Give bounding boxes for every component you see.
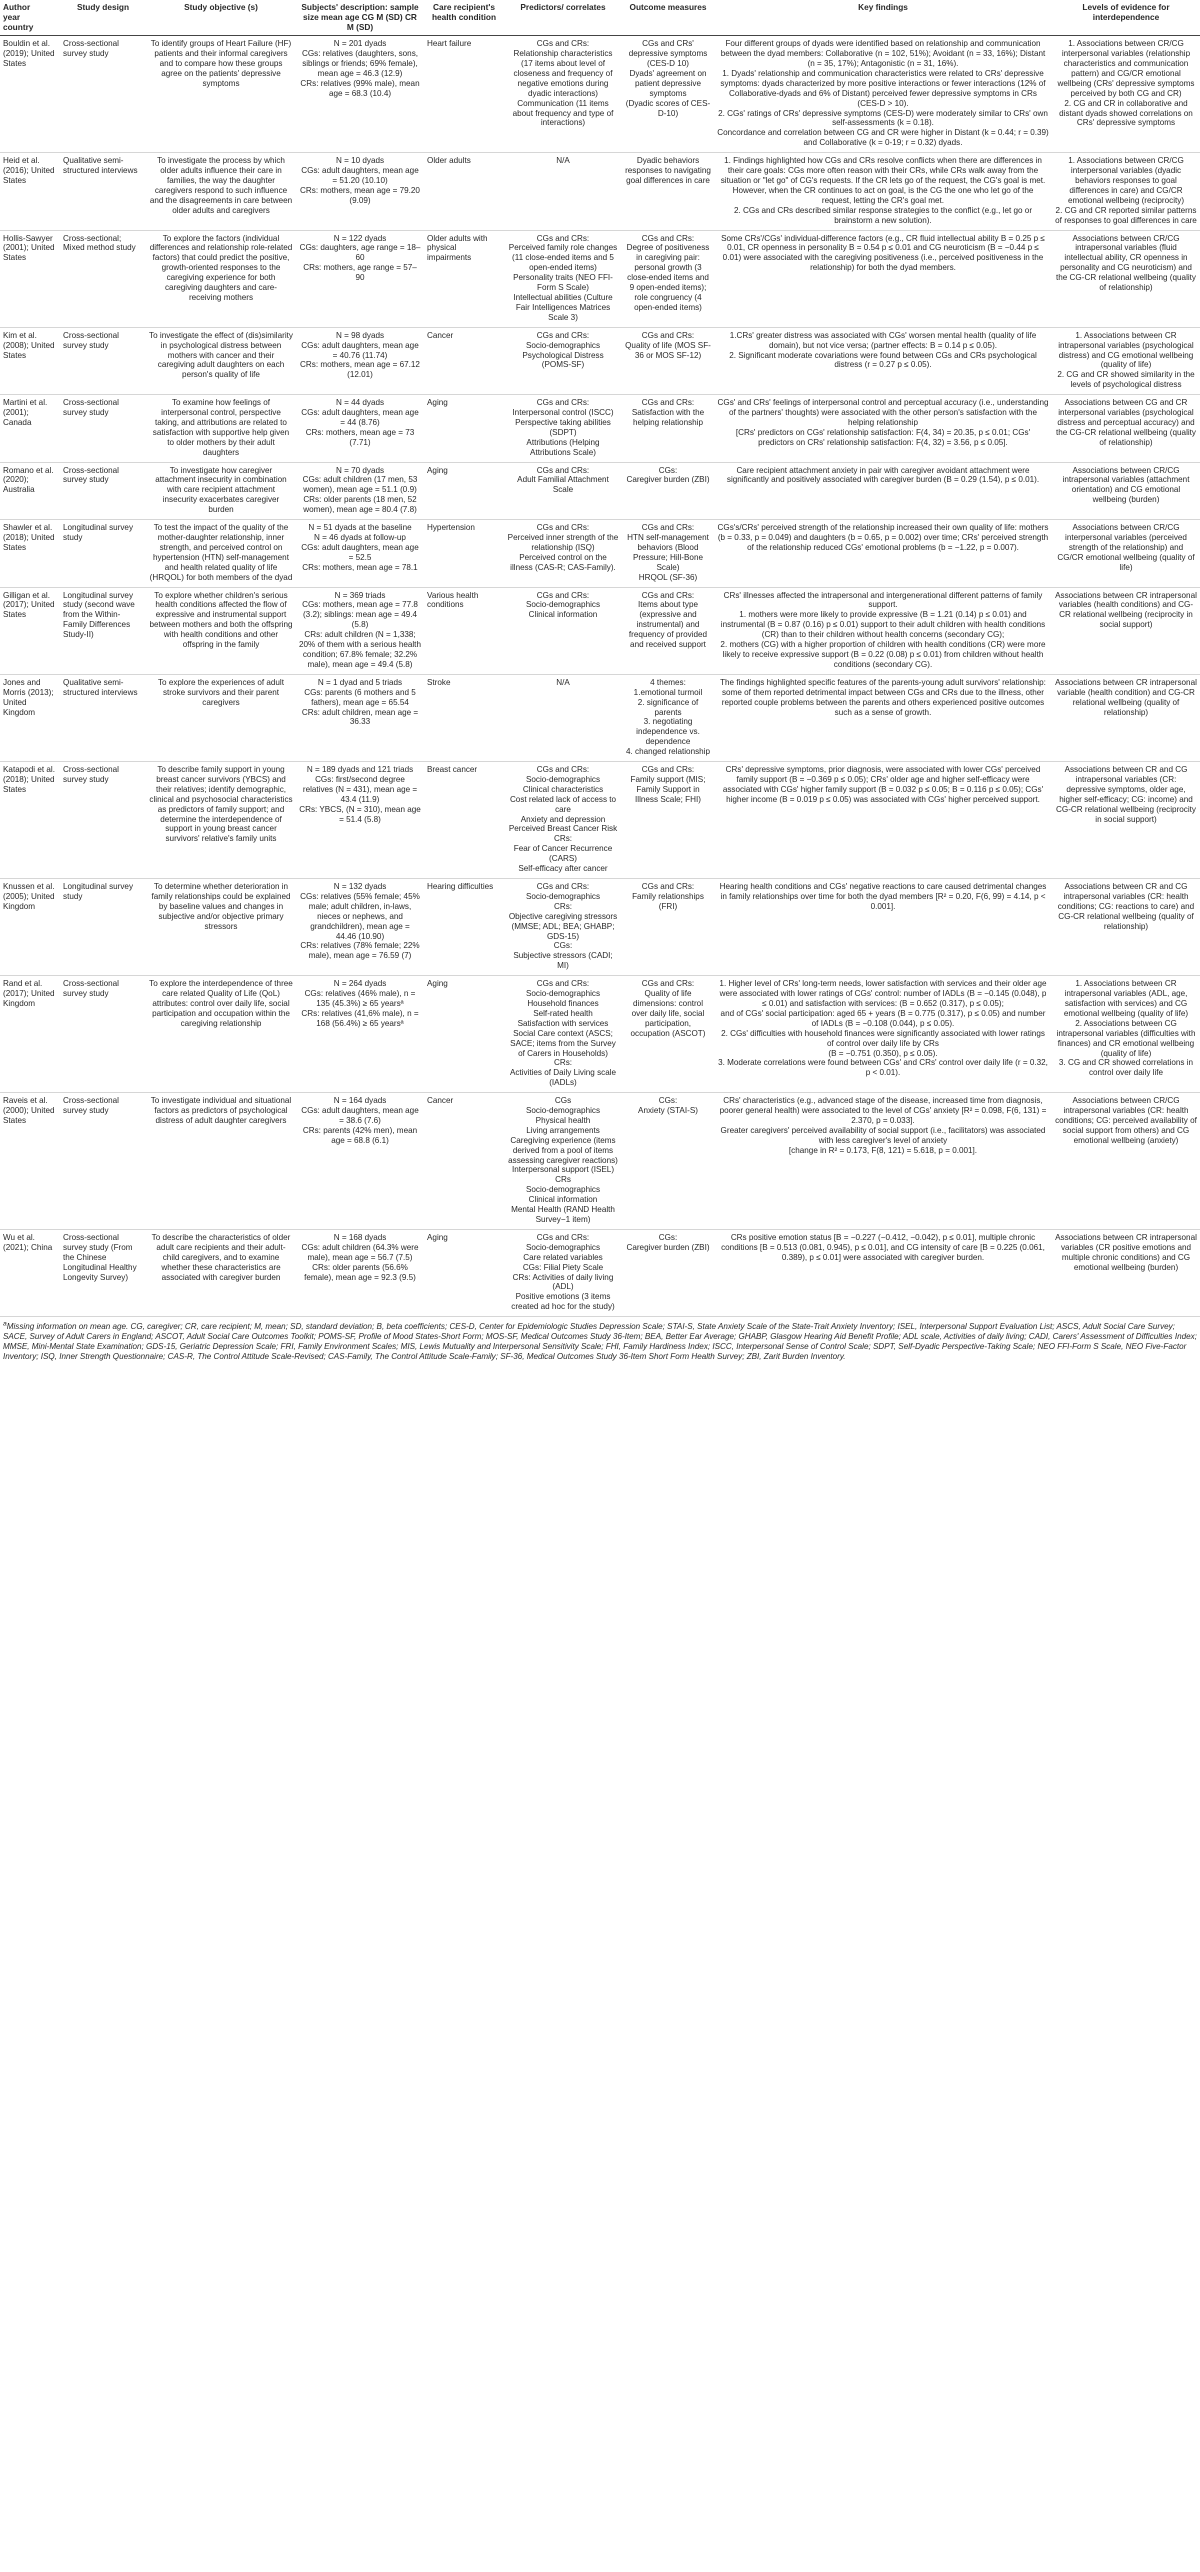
cell-findings: 1. Higher level of CRs' long-term needs, lower satisfaction with services and their older age were associated with lower ratings of CGs' control: number of IADLs (B = −0.145 (0.048), p ≤ 0.01) and satisfaction with services: (B = 0.652 (0.317), p ≤ 0.05); and of CGs' social participation: aged 65 + years (B = 0.775 (0.317), p ≤ 0.05) and number of IADLs (B = −0.108 (0.044), p ≤ 0.05). 2. CGs' difficulties with household finances were significantly associated with lower ratings of control over daily life by CRs (B = −0.751 (0.350), p ≤ 0.05). 3. Moderate correlations were found between CGs' and CRs' control over daily life (r = 0.32, p < 0.01).: [714, 976, 1052, 1093]
table-row: [0, 395, 1200, 462]
cell-subjects: N = 44 dyads CGs: adult daughters, mean age = 44 (8.76) CRs: mothers, mean age = 73 (7.71): [296, 395, 424, 462]
cell-objective: To identify groups of Heart Failure (HF) patients and their informal caregivers and to compare how these groups agree on the patients' depressive symptoms: [146, 36, 296, 153]
cell-predictors: CGs and CRs: Socio-demographics Clinical characteristics Cost related lack of access to care Anxiety and depression Perceived Breast Cancer Risk CRs: Fear of Cancer Recurrence (CARS) Self-efficacy after cancer: [504, 762, 622, 879]
table-row: [0, 153, 1200, 230]
cell-author: Hollis-Sawyer (2001); United States: [0, 230, 60, 327]
cell-condition: Breast cancer: [424, 762, 504, 879]
header-evidence: Levels of evidence for interdependence: [1052, 0, 1200, 36]
cell-condition: Aging: [424, 462, 504, 520]
cell-subjects: N = 264 dyads CGs: relatives (46% male), n = 135 (45.3%) ≥ 65 yearsª CRs: relatives (41,6% male), n = 168 (56.4%) ≥ 65 yearsª: [296, 976, 424, 1093]
cell-author: Raveis et al. (2000); United States: [0, 1093, 60, 1230]
table-row: [0, 674, 1200, 761]
cell-author: Wu et al. (2021); China: [0, 1229, 60, 1316]
cell-findings: 1.CRs' greater distress was associated with CGs' worsen mental health (quality of life domain), but not vice versa; (partner effects: B = 0.14 p ≤ 0.05). 2. Significant moderate covariations were found between CGs and CRs psychological distress (r = 0.27 p ≤ 0.05).: [714, 327, 1052, 394]
cell-outcomes: CGs and CRs' depressive symptoms (CES-D 10) Dyads' agreement on patient depressive symptoms (Dyadic scores of CES-D-10): [622, 36, 714, 153]
cell-design: Longitudinal survey study: [60, 520, 146, 587]
header-subjects: Subjects' description: sample size mean age CG M (SD) CR M (SD): [296, 0, 424, 36]
cell-findings: Some CRs'/CGs' individual-difference factors (e.g., CR fluid intellectual ability B = 0.25 p ≤ 0.01, CR openness in personality B = 0.54 p ≤ 0.01 and CG neuroticism (B = −0.44 p ≤ 0.01) were associated with the caregiving positiveness (i.e., perceived positiveness in the relationship) for both the dyad members.: [714, 230, 1052, 327]
cell-design: Qualitative semi-structured interviews: [60, 674, 146, 761]
cell-objective: To investigate how caregiver attachment insecurity in combination with care recipient attachment insecurity exacerbates caregiver burden: [146, 462, 296, 520]
table-row: [0, 230, 1200, 327]
cell-objective: To investigate the effect of (dis)similarity in psychological distress between mothers with cancer and their caregiving adult daughters on each person's quality of life: [146, 327, 296, 394]
cell-subjects: N = 10 dyads CGs: adult daughters, mean age = 51.20 (10.10) CRs: mothers, mean age = 79.20 (9.09): [296, 153, 424, 230]
table-row: [0, 879, 1200, 976]
cell-evidence: Associations between CG and CR interpersonal variables (psychological distress and perceptual accuracy) and the CG-CR relational wellbeing (quality of relationship): [1052, 395, 1200, 462]
cell-condition: Older adults with physical impairments: [424, 230, 504, 327]
cell-findings: Four different groups of dyads were identified based on relationship and communication between the dyad members: Collaborative (n = 102, 51%); Avoidant (n = 33, 16%); Distant (n = 35, 17%); Antagonistic (n = 31, 16%). 1. Dyads' relationship and communication characteristics were related to CRs' depressive symptoms: dyads characterized by more positive interactions or fewer interactions (12% of Collaborative-dyads and 6% of Distant) perceived fewer depressive symptoms in CRs (CES-D > 10). 2. CGs' ratings of CRs' depressive symptoms (CES-D) were moderately similar to CRs' own self-assessments (k = 0.18). Concordance and correlation between CG and CR were higher in Distant (k = 0.44; r = 0.39) and Collaborative (k = 0-19; r = 0.32) dyads.: [714, 36, 1052, 153]
cell-findings: CGs's/CRs' perceived strength of the relationship increased their own quality of life: mothers (b = 0.33, p = 0.049) and daughters (b = 0.65, p = 0.002) over time; CRs' perceived strength of the relationship reduced CGs' emotional problems (b = −1.22, p = 0.007).: [714, 520, 1052, 587]
cell-design: Longitudinal survey study (second wave from the Within-Family Differences Study-II): [60, 587, 146, 674]
cell-design: Cross-sectional survey study: [60, 327, 146, 394]
cell-design: Longitudinal survey study: [60, 879, 146, 976]
cell-subjects: N = 1 dyad and 5 triads CGs: parents (6 mothers and 5 fathers), mean age = 65.54 CRs: adult children, mean age = 36.33: [296, 674, 424, 761]
footnote-marker: a: [3, 1320, 7, 1328]
cell-author: Romano et al. (2020); Australia: [0, 462, 60, 520]
table-row: [0, 976, 1200, 1093]
cell-predictors: N/A: [504, 153, 622, 230]
cell-predictors: CGs and CRs: Adult Familial Attachment Scale: [504, 462, 622, 520]
cell-subjects: N = 98 dyads CGs: adult daughters, mean age = 40.76 (11.74) CRs: mothers, mean age = 67.12 (12.01): [296, 327, 424, 394]
header-author: Author year country: [0, 0, 60, 36]
cell-evidence: 1. Associations between CR intrapersonal variables (psychological distress) and CG emotional wellbeing (quality of life) 2. CG and CR showed similarity in the levels of psychological distress: [1052, 327, 1200, 394]
cell-predictors: CGs and CRs: Socio-demographics Care related variables CGs: Filial Piety Scale CRs: Activities of daily living (ADL) Positive emotions (3 items created ad hoc for the study): [504, 1229, 622, 1316]
cell-evidence: Associations between CR and CG intrapersonal variables (CR: health conditions; CG: reactions to care) and CG-CR relational wellbeing (quality of relationship): [1052, 879, 1200, 976]
cell-findings: CRs' characteristics (e.g., advanced stage of the disease, increased time from diagnosis, poorer general health) were associated to the level of CGs' anxiety [R² = 0.098, F(6, 131) = 2.370, p = 0.033]. Greater caregivers' perceived availability of social support (i.e., facilitators) was associated with less caregiver's level of anxiety [change in R² = 0.173, F(8, 121) = 5.618, p = 0.001].: [714, 1093, 1052, 1230]
header-outcomes: Outcome measures: [622, 0, 714, 36]
cell-author: Jones and Morris (2013); United Kingdom: [0, 674, 60, 761]
cell-findings: CRs' depressive symptoms, prior diagnosis, were associated with lower CGs' perceived family support (B = −0.369 p ≤ 0.05); CRs' older age and higher self-efficacy were associated with CGs' higher family support (B = 0.032 p ≤ 0.05; B = 0.116 p ≤ 0.05); CGs' higher income (B = 0.019 p ≤ 0.05) was associated with CGs' higher perceived support.: [714, 762, 1052, 879]
cell-design: Cross-sectional survey study: [60, 976, 146, 1093]
footnote-missing: Missing information on mean age.: [6, 1321, 129, 1331]
cell-evidence: 1. Associations between CR/CG interpersonal variables (relationship characteristics and communication pattern) and CG/CR emotional wellbeing (CRs' depressive symptoms perceived by both CG and CR) 2. CG and CR in collaborative and distant dyads showed correlations on CRs' depressive symptoms: [1052, 36, 1200, 153]
cell-outcomes: CGs: Caregiver burden (ZBI): [622, 1229, 714, 1316]
cell-evidence: Associations between CR/CG intrapersonal variables (CR: health conditions; CG: perceived availability of social support from others) and CG emotional wellbeing (anxiety): [1052, 1093, 1200, 1230]
cell-predictors: N/A: [504, 674, 622, 761]
cell-objective: To describe family support in young breast cancer survivors (YBCS) and their relatives; identify demographic, clinical and psychosocial characteristics as predictors of family support; and determine the interdependence of support in young breast cancer survivors' relative's family units: [146, 762, 296, 879]
cell-condition: Hypertension: [424, 520, 504, 587]
cell-design: Cross-sectional survey study: [60, 1093, 146, 1230]
cell-predictors: CGs and CRs: Socio-demographics Household finances Self-rated health Satisfaction with services Social Care context (ASCS; SACE; items from the Survey of Carers in Households) CRs: Activities of Daily Living scale (IADLs): [504, 976, 622, 1093]
cell-subjects: N = 132 dyads CGs: relatives (55% female; 45% male; adult children, in-laws, nieces or nephews, and grandchildren), mean age = 44.46 (10.90) CRs: relatives (78% female; 22% male), mean age = 76.59 (7): [296, 879, 424, 976]
cell-condition: Aging: [424, 395, 504, 462]
cell-condition: Cancer: [424, 327, 504, 394]
cell-outcomes: CGs and CRs: Quality of life dimensions: control over daily life, social participation, occupation (ASCOT): [622, 976, 714, 1093]
cell-evidence: Associations between CR and CG intrapersonal variables (CR: depressive symptoms, older age, higher self-efficacy; CG: income) and CG-CR relational wellbeing (reciprocity in social support): [1052, 762, 1200, 879]
cell-author: Shawler et al. (2018); United States: [0, 520, 60, 587]
cell-objective: To explore the interdependence of three care related Quality of Life (QoL) attributes: control over daily life, social participation and occupation within the caregiving relationship: [146, 976, 296, 1093]
table-row: [0, 462, 1200, 520]
cell-design: Qualitative semi-structured interviews: [60, 153, 146, 230]
cell-subjects: N = 369 triads CGs: mothers, mean age = 77.8 (3.2); siblings: mean age = 49.4 (5.8) CRs: adult children (N = 1,338; 20% of them with a serious health condition; 67.8% female; 32.2% male), mean age = 49.4 (5.8): [296, 587, 424, 674]
cell-design: Cross-sectional survey study (From the Chinese Longitudinal Healthy Longevity Survey): [60, 1229, 146, 1316]
cell-predictors: CGs and CRs: Socio-demographics CRs: Objective caregiving stressors (MMSE; ADL; BEA; GHABP; GDS-15) CGs: Subjective stressors (CADI; MI): [504, 879, 622, 976]
cell-author: Bouldin et al. (2019); United States: [0, 36, 60, 153]
table-row: [0, 587, 1200, 674]
cell-objective: To test the impact of the quality of the mother-daughter relationship, inner strength, and perceived control on hypertension (HTN) self-management and health related quality of life (HRQOL) for both members of the dyad: [146, 520, 296, 587]
table-row: [0, 1229, 1200, 1316]
cell-objective: To investigate the process by which older adults influence their care in families, the way the daughter caregivers respond to such influence and the disagreements in care between older adults and caregivers: [146, 153, 296, 230]
cell-findings: The findings highlighted specific features of the parents-young adult survivors' relationship: some of them reported detrimental impact between CGs and CRs due to the illness, other reported couple problems between the parents and others experienced positive outcomes such as a sense of growth.: [714, 674, 1052, 761]
cell-objective: To explore the experiences of adult stroke survivors and their parent caregivers: [146, 674, 296, 761]
table-row: [0, 762, 1200, 879]
cell-objective: To examine how feelings of interpersonal control, perspective taking, and attributions are related to satisfaction with supportive help given to older mothers by their adult daughters: [146, 395, 296, 462]
cell-design: Cross-sectional survey study: [60, 36, 146, 153]
cell-evidence: Associations between CR/CG interpersonal variables (perceived strength of the relationship) and CG/CR emotional wellbeing (quality of life): [1052, 520, 1200, 587]
cell-author: Rand et al. (2017); United Kingdom: [0, 976, 60, 1093]
cell-predictors: CGs and CRs: Perceived inner strength of the relationship (ISQ) Perceived control on the illness (CAS-R; CAS-Family).: [504, 520, 622, 587]
cell-condition: Various health conditions: [424, 587, 504, 674]
cell-design: Cross-sectional survey study: [60, 462, 146, 520]
cell-subjects: N = 122 dyads CGs: daughters, age range = 18–60 CRs: mothers, age range = 57–90: [296, 230, 424, 327]
cell-subjects: N = 168 dyads CGs: adult children (64.3% were male), mean age = 56.7 (7.5) CRs: older parents (56.6% female), mean age = 92.3 (9.5): [296, 1229, 424, 1316]
cell-evidence: Associations between CR/CG intrapersonal variables (attachment orientation) and CG emotional wellbeing (burden): [1052, 462, 1200, 520]
cell-outcomes: CGs and CRs: Satisfaction with the helping relationship: [622, 395, 714, 462]
cell-condition: Heart failure: [424, 36, 504, 153]
cell-findings: Care recipient attachment anxiety in pair with caregiver avoidant attachment were significantly and positively associated with caregiver burden (B = 0.29 (1.54), p ≤ 0.01).: [714, 462, 1052, 520]
cell-outcomes: CGs and CRs: Quality of life (MOS SF-36 or MOS SF-12): [622, 327, 714, 394]
cell-outcomes: CGs and CRs: HTN self-management behaviors (Blood Pressure; Hill-Bone Scale) HRQOL (SF-36): [622, 520, 714, 587]
cell-evidence: Associations between CR intrapersonal variables (health conditions) and CG-CR relational wellbeing (reciprocity in social support): [1052, 587, 1200, 674]
cell-outcomes: CGs: Anxiety (STAI-S): [622, 1093, 714, 1230]
cell-author: Katapodi et al. (2018); United States: [0, 762, 60, 879]
cell-evidence: 1. Associations between CR intrapersonal variables (ADL, age, satisfaction with services) and CG emotional wellbeing (quality of life) 2. Associations between CG intrapersonal variables (difficulties with finances) and CR emotional wellbeing (quality of life) 3. CG and CR showed correlations in control over daily life: [1052, 976, 1200, 1093]
cell-author: Martini et al. (2001); Canada: [0, 395, 60, 462]
cell-objective: To investigate individual and situational factors as predictors of psychological distress of adult daughter caregivers: [146, 1093, 296, 1230]
cell-author: Heid et al. (2016); United States: [0, 153, 60, 230]
cell-outcomes: CGs and CRs: Degree of positiveness in caregiving pair: personal growth (3 close-ended items and 9 open-ended items); role congruency (4 open-ended items): [622, 230, 714, 327]
cell-predictors: CGs and CRs: Relationship characteristics (17 items about level of closeness and frequency of negative emotions during dyadic interactions) Communication (11 items about frequency and type of interactions): [504, 36, 622, 153]
cell-predictors: CGs and CRs: Socio-demographics Psychological Distress (POMS-SF): [504, 327, 622, 394]
table-row: [0, 36, 1200, 153]
cell-findings: CRs positive emotion status [B = −0.227 (−0.412, −0.042), p ≤ 0.01], multiple chronic conditions [B = 0.513 (0.081, 0.945), p ≤ 0.01], and CG intensity of care [B = 0.225 (0.061, 0.389), p ≤ 0.01] were associated with caregiver burden.: [714, 1229, 1052, 1316]
cell-evidence: Associations between CR/CG intrapersonal variables (fluid intellectual ability, CR openness in personality and CG neuroticism) and the CG-CR relational wellbeing (quality of relationship): [1052, 230, 1200, 327]
header-findings: Key findings: [714, 0, 1052, 36]
cell-outcomes: CGs and CRs: Family support (MIS; Family Support in Illness Scale; FHI): [622, 762, 714, 879]
cell-evidence: Associations between CR intrapersonal variable (health condition) and CG-CR relational wellbeing (quality of relationship): [1052, 674, 1200, 761]
cell-subjects: N = 164 dyads CGs: adult daughters, mean age = 38.6 (7.6) CRs: parents (42% men), mean age = 68.8 (6.1): [296, 1093, 424, 1230]
header-condition: Care recipient's health condition: [424, 0, 504, 36]
cell-design: Cross-sectional survey study: [60, 762, 146, 879]
cell-subjects: N = 189 dyads and 121 triads CGs: first/second degree relatives (N = 431), mean age = 43.4 (11.9) CRs: YBCS, (N = 310), mean age = 51.4 (5.8): [296, 762, 424, 879]
cell-predictors: CGs and CRs: Interpersonal control (ISCC) Perspective taking abilities (SDPT) Attributions (Helping Attributions Scale): [504, 395, 622, 462]
cell-subjects: N = 70 dyads CGs: adult children (17 men, 53 women), mean age = 51.1 (0.9) CRs: older parents (18 men, 52 women), mean age = 80.4 (7.8): [296, 462, 424, 520]
cell-condition: Aging: [424, 1229, 504, 1316]
cell-outcomes: CGs and CRs: Items about type (expressive and instrumental) and frequency of provided and received support: [622, 587, 714, 674]
cell-condition: Aging: [424, 976, 504, 1093]
cell-objective: To explore whether children's serious health conditions affected the flow of expressive and instrumental support between mothers and both the offspring with health conditions and other offspring in the family: [146, 587, 296, 674]
cell-subjects: N = 51 dyads at the baseline N = 46 dyads at follow-up CGs: adult daughters, mean age = 52.5 CRs: mothers, mean age = 78.1: [296, 520, 424, 587]
header-predictors: Predictors/ correlates: [504, 0, 622, 36]
cell-design: Cross-sectional survey study: [60, 395, 146, 462]
cell-evidence: Associations between CR intrapersonal variables (CR positive emotions and multiple chronic conditions) and CG emotional wellbeing (burden): [1052, 1229, 1200, 1316]
cell-outcomes: 4 themes: 1.emotional turmoil 2. significance of parents 3. negotiating independence vs. dependence 4. changed relationship: [622, 674, 714, 761]
cell-author: Kim et al. (2008); United States: [0, 327, 60, 394]
table-footnote: [0, 1317, 1200, 1362]
cell-predictors: CGs and CRs: Perceived family role changes (11 close-ended items and 5 open-ended items) Personality traits (NEO FFI-Form S Scale) Intellectual abilities (Culture Fair Intelligences Matrices Scale 3): [504, 230, 622, 327]
table-row: [0, 520, 1200, 587]
cell-outcomes: CGs: Caregiver burden (ZBI): [622, 462, 714, 520]
cell-author: Gilligan et al. (2017); United States: [0, 587, 60, 674]
table-row: [0, 1093, 1200, 1230]
cell-outcomes: CGs and CRs: Family relationships (FRI): [622, 879, 714, 976]
footnote-abbreviations: CG, caregiver; CR, care recipient; M, mean; SD, standard deviation; B, beta coefficients; CES-D, Center for Epidemiologic Studies Depression Scale; STAI-S, State Anxiety Scale of the State-Trait Anxiety Inventory; ISEL, Interpersonal Support Evaluation List; ASCS, Adult Social Care Survey; SACE, Survey of Adult Carers in England; ASCOT, Adult Social Care Outcomes Toolkit; POMS-SF, Profile of Mood States-Short Form; MOS-SF, Medical Outcomes Study 36-Item; BEA, Better Ear Average; GHABP, Glasgow Hearing Aid Benefit Profile; ADL scale, Activities of daily living; CADI, Carers' Assessment of Difficulties Index; MMSE, Mini-Mental State Examination; GDS-15, Geriatric Depression Scale; FRI, Family Environment Scales; MIS, Lewis Mutuality and Interpersonal Sensitivity Scale; FHI, Family Hardiness Index; ISCC, Interpersonal Sense of Control Scale; SDPT, Self-Dyadic Perspective-Taking Scale; NEO FFI-Form S Scale, NEO Five-Factor Inventory; ISQ, Inner Strength Questionnaire; CAS-R, The Control Attitude Scale-Revised; CAS-Family, The Control Attitude Scale-Family; SF-36, Medical Outcomes Study 36-Item Short Form Health Survey; ZBI, Zarit Burden Inventory.: [3, 1321, 1197, 1362]
cell-subjects: N = 201 dyads CGs: relatives (daughters, sons, siblings or friends; 69% female), mean age = 46.3 (12.9) CRs: relatives (99% male), mean age = 68.3 (10.4): [296, 36, 424, 153]
cell-findings: 1. Findings highlighted how CGs and CRs resolve conflicts when there are differences in their care goals: CGs more often reason with their CRs, while CRs walk away from the situation or "let go" of CG's requests. If the CR lets go of the request, the CG's goal is met. However, when the CR continues to act on goal, is the CG the one who let go of the request, letting the CR's goal met. 2. CGs and CRs described similar response strategies to the conflict (e.g., let go or brainstorm a new solution).: [714, 153, 1052, 230]
cell-condition: Cancer: [424, 1093, 504, 1230]
cell-findings: Hearing health conditions and CGs' negative reactions to care caused detrimental changes in family relationships over time for both the dyad members [R² = 0.20, F(6, 99) = 4.14, p < 0.001].: [714, 879, 1052, 976]
cell-objective: To describe the characteristics of older adult care recipients and their adult-child caregivers, and to examine whether these characteristics are associated with caregiver burden: [146, 1229, 296, 1316]
table-body: [0, 36, 1200, 1317]
cell-findings: CRs' illnesses affected the intrapersonal and intergenerational different patterns of family support. 1. mothers were more likely to provide expressive (B = 1.21 (0.14) p ≤ 0.01) and instrumental (B = 0.87 (0.16) p ≤ 0.01) support to their adult children with health conditions (CR) than to their children without health concerns (secondary CG); 2. mothers (CG) with a higher proportion of children with health conditions (CR) were more likely to receive expressive support (B = 0.22 (0.08) p ≤ 0.01) from children without health conditions (secondary CG).: [714, 587, 1052, 674]
cell-design: Cross-sectional; Mixed method study: [60, 230, 146, 327]
table-row: [0, 327, 1200, 394]
header-design: Study design: [60, 0, 146, 36]
cell-objective: To determine whether deterioration in family relationships could be explained by baseline values and changes in subjective and/or objective primary stressors: [146, 879, 296, 976]
cell-evidence: 1. Associations between CR/CG interpersonal variables (dyadic behaviors responses to goal differences in care) and CG/CR emotional wellbeing (reciprocity) 2. CG and CR reported similar patterns of responses to goal differences in care: [1052, 153, 1200, 230]
header-objective: Study objective (s): [146, 0, 296, 36]
cell-outcomes: Dyadic behaviors responses to navigating goal differences in care: [622, 153, 714, 230]
cell-condition: Stroke: [424, 674, 504, 761]
cell-condition: Older adults: [424, 153, 504, 230]
table-header-row: [0, 0, 1200, 36]
cell-condition: Hearing difficulties: [424, 879, 504, 976]
cell-predictors: CGs and CRs: Socio-demographics Clinical information: [504, 587, 622, 674]
cell-predictors: CGs Socio-demographics Physical health Living arrangements Caregiving experience (items derived from a pool of items assessing caregiver reactions) Interpersonal support (ISEL) CRs Socio-demographics Clinical information Mental Health (RAND Health Survey−1 item): [504, 1093, 622, 1230]
cell-author: Knussen et al. (2005); United Kingdom: [0, 879, 60, 976]
cell-findings: CGs' and CRs' feelings of interpersonal control and perceptual accuracy (i.e., understanding of the partners' thoughts) were associated with the other person's satisfaction with the helping relationship [CRs' predictors on CGs' relationship satisfaction: F(4, 34) = 20.35, p ≤ 0.01; CGs' predictors on CRs' relationship satisfaction: F(4, 32) = 3.56, p ≤ 0.05].: [714, 395, 1052, 462]
cell-objective: To explore the factors (individual differences and relationship role-related factors) that could predict the positive, growth-oriented responses to the caregiving experience for both caregiving daughters and care-receiving mothers: [146, 230, 296, 327]
